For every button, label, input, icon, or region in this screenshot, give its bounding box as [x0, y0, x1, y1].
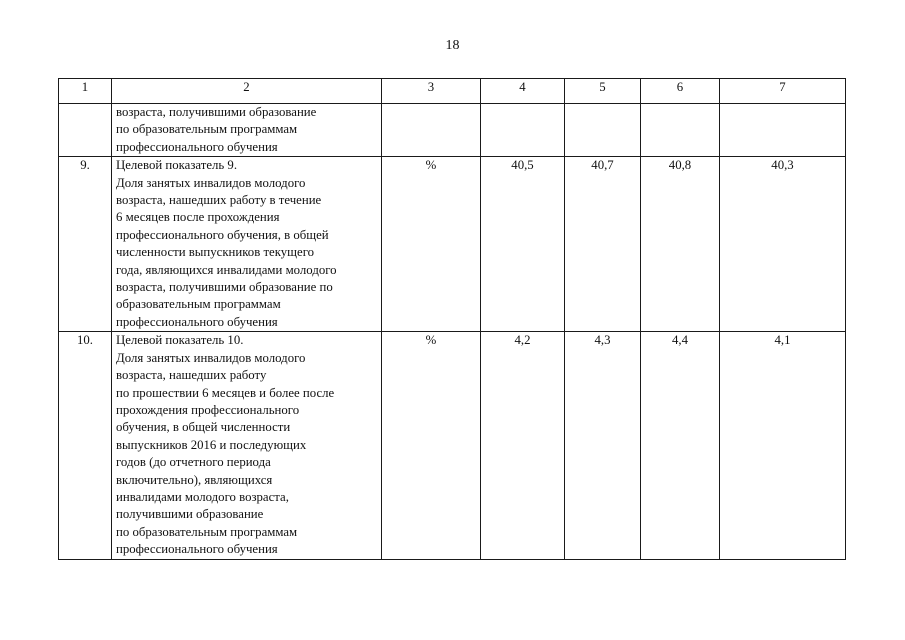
value-cell-col7 — [720, 104, 846, 157]
unit-cell: % — [382, 332, 481, 559]
description-line: возраста, нашедших работу — [116, 368, 267, 383]
value-cell-col4 — [481, 104, 565, 157]
page-number: 18 — [445, 38, 460, 53]
value-cell-col6: 40,8 — [641, 157, 720, 332]
description-line: численности выпускников текущего — [116, 245, 315, 260]
description-line: профессионального обучения — [116, 542, 278, 557]
indicator-table — [58, 78, 846, 560]
table-row-continuation — [59, 104, 846, 157]
description-line: возраста, получившими образование по — [116, 280, 333, 295]
description-line: выпускников 2016 и последующих — [116, 437, 307, 452]
description-line: года, являющихся инвалидами молодого — [116, 262, 337, 277]
description-line: Целевой показатель 10. — [116, 333, 244, 348]
description-cell — [112, 157, 382, 332]
value-cell-col6: 4,4 — [641, 332, 720, 559]
description-line: по образовательным программам — [116, 122, 298, 137]
description-line: профессионального обучения — [116, 314, 278, 329]
description-line: Целевой показатель 9. — [116, 158, 238, 173]
row-number-cell: 9. — [59, 157, 112, 332]
column-header-6: 6 — [641, 79, 720, 104]
value-cell-col4: 40,5 — [481, 157, 565, 332]
description-cell — [112, 332, 382, 559]
description-line: обучения, в общей численности — [116, 420, 291, 435]
value-cell-col5: 4,3 — [565, 332, 641, 559]
column-header-2: 2 — [112, 79, 382, 104]
description-line: возраста, получившими образование — [116, 105, 317, 119]
unit-cell — [382, 104, 481, 157]
table-header-row — [59, 79, 846, 104]
description-line: годов (до отчетного периода — [116, 455, 271, 470]
description-line: Доля занятых инвалидов молодого — [116, 175, 306, 190]
description-line: Доля занятых инвалидов молодого — [116, 350, 306, 365]
table-row-10 — [59, 332, 846, 559]
description-line: прохождения профессионального — [116, 402, 300, 417]
description-line: по образовательным программам — [116, 524, 298, 539]
value-cell-col4: 4,2 — [481, 332, 565, 559]
description-line: профессионального обучения, в общей — [116, 227, 329, 242]
row-number-cell — [59, 104, 112, 157]
column-header-1: 1 — [59, 79, 112, 104]
description-line: профессионального обучения — [116, 139, 278, 154]
value-cell-col7: 4,1 — [720, 332, 846, 559]
unit-cell: % — [382, 157, 481, 332]
description-line: образовательным программам — [116, 297, 281, 312]
column-header-5: 5 — [565, 79, 641, 104]
description-line: по прошествии 6 месяцев и более после — [116, 385, 335, 400]
description-cell — [112, 104, 382, 157]
column-header-7: 7 — [720, 79, 846, 104]
value-cell-col5: 40,7 — [565, 157, 641, 332]
description-line: инвалидами молодого возраста, — [116, 489, 289, 504]
description-line: получившими образование — [116, 507, 264, 522]
description-line: включительно), являющихся — [116, 472, 273, 487]
row-number-cell: 10. — [59, 332, 112, 559]
table-row-9 — [59, 157, 846, 332]
value-cell-col5 — [565, 104, 641, 157]
column-header-4: 4 — [481, 79, 565, 104]
value-cell-col7: 40,3 — [720, 157, 846, 332]
value-cell-col6 — [641, 104, 720, 157]
description-line: 6 месяцев после прохождения — [116, 210, 280, 225]
column-header-3: 3 — [382, 79, 481, 104]
description-line: возраста, нашедших работу в течение — [116, 193, 322, 208]
